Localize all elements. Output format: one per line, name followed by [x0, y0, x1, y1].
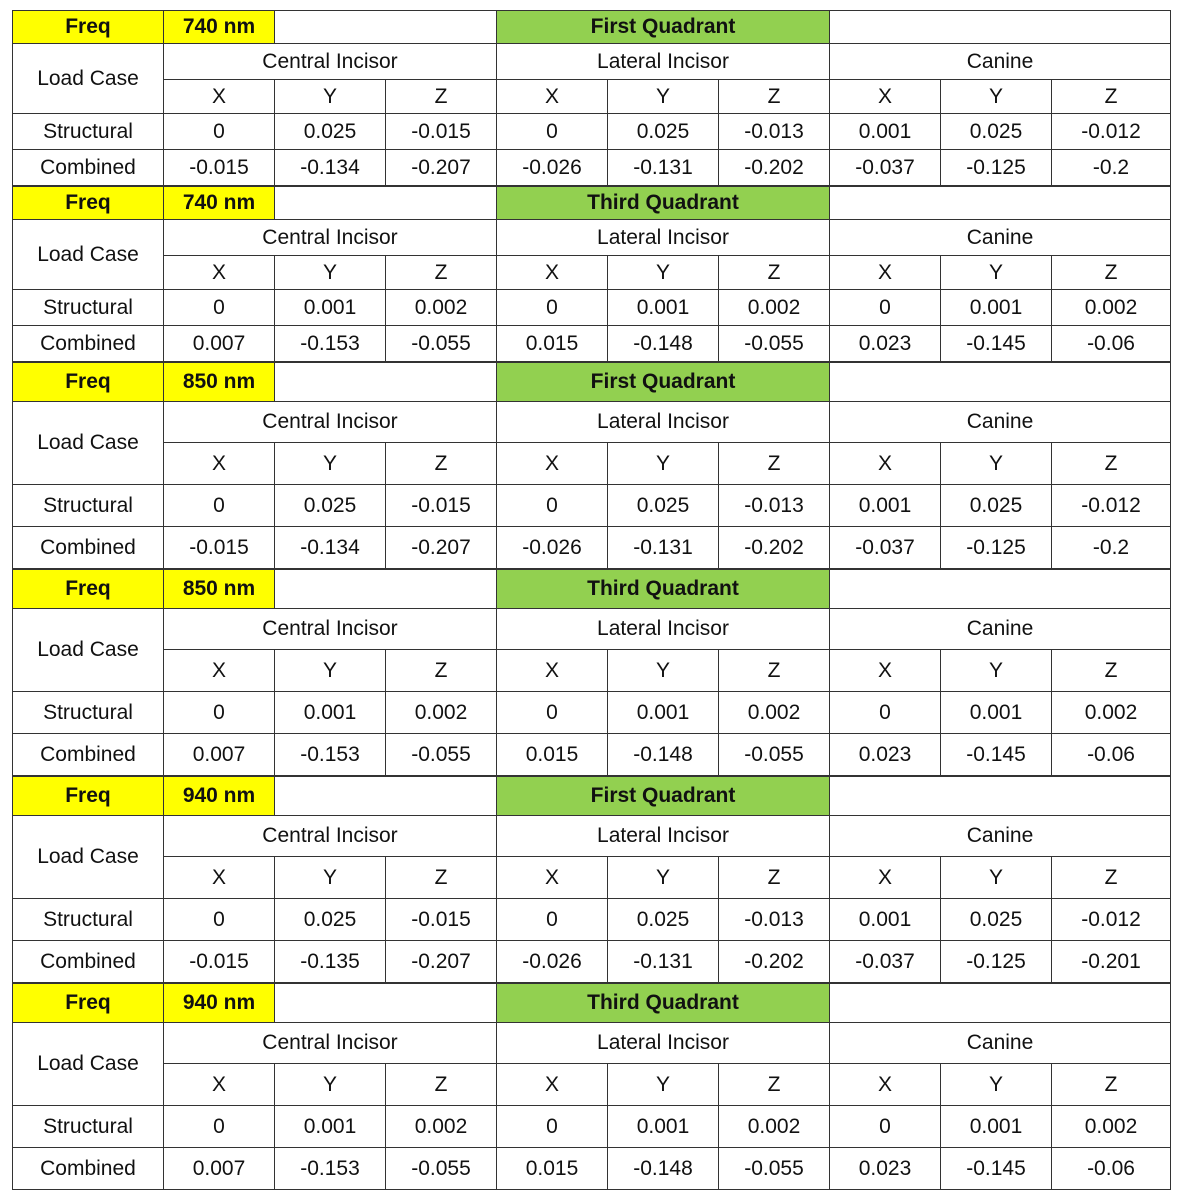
value-cell: 0.015 [497, 1148, 608, 1190]
tooth-group-header: Canine [830, 402, 1171, 443]
row-label: Combined [13, 326, 164, 362]
value-cell: -0.015 [386, 485, 497, 527]
axis-header: Y [275, 256, 386, 290]
tooth-group-header: Central Incisor [164, 402, 497, 443]
value-cell: -0.013 [719, 899, 830, 941]
row-label: Combined [13, 527, 164, 569]
value-cell: 0 [497, 114, 608, 150]
value-cell: 0 [497, 692, 608, 734]
tooth-group-header: Lateral Incisor [497, 220, 830, 256]
value-cell: 0.025 [275, 485, 386, 527]
axis-header: X [497, 443, 608, 485]
load-case-header: Load Case [13, 1023, 164, 1106]
axis-header: Y [275, 80, 386, 114]
quadrant-title: Third Quadrant [497, 570, 830, 609]
row-label: Structural [13, 485, 164, 527]
value-cell: -0.135 [275, 941, 386, 983]
value-cell: 0.001 [830, 114, 941, 150]
value-cell: 0.002 [1052, 1106, 1171, 1148]
value-cell: 0.001 [275, 290, 386, 326]
row-label: Combined [13, 941, 164, 983]
axis-header: Z [719, 80, 830, 114]
value-cell: 0 [497, 485, 608, 527]
axis-header: Y [608, 80, 719, 114]
quadrant-title: Third Quadrant [497, 984, 830, 1023]
row-label: Structural [13, 692, 164, 734]
axis-header: Y [941, 256, 1052, 290]
value-cell: 0.007 [164, 326, 275, 362]
value-cell: -0.125 [941, 527, 1052, 569]
axis-header: X [497, 256, 608, 290]
value-cell: -0.145 [941, 326, 1052, 362]
tooth-group-header: Lateral Incisor [497, 1023, 830, 1064]
value-cell: -0.015 [164, 527, 275, 569]
table-row [13, 899, 1171, 941]
value-cell: 0.002 [1052, 290, 1171, 326]
wavelength-value: 740 nm [164, 11, 275, 44]
quadrant-title: Third Quadrant [497, 187, 830, 220]
value-cell: -0.037 [830, 941, 941, 983]
header-spacer [275, 363, 497, 402]
value-cell: 0 [830, 692, 941, 734]
value-cell: -0.06 [1052, 734, 1171, 776]
value-cell: 0.025 [608, 899, 719, 941]
value-cell: -0.037 [830, 527, 941, 569]
axis-header: Z [719, 650, 830, 692]
axis-header: Y [608, 650, 719, 692]
axis-header: Z [1052, 650, 1171, 692]
value-cell: -0.055 [719, 1148, 830, 1190]
load-case-header: Load Case [13, 609, 164, 692]
value-cell: 0.001 [941, 290, 1052, 326]
value-cell: -0.207 [386, 941, 497, 983]
load-case-header: Load Case [13, 402, 164, 485]
row-label: Combined [13, 150, 164, 186]
header-spacer [275, 984, 497, 1023]
tooth-group-header: Canine [830, 220, 1171, 256]
value-cell: 0.001 [941, 1106, 1052, 1148]
table-row [13, 114, 1171, 150]
value-cell: 0 [830, 290, 941, 326]
table-row [13, 326, 1171, 362]
table-row [13, 485, 1171, 527]
value-cell: 0 [164, 899, 275, 941]
value-cell: 0.023 [830, 734, 941, 776]
value-cell: 0.025 [275, 899, 386, 941]
value-cell: 0.015 [497, 326, 608, 362]
axis-header: Z [386, 1064, 497, 1106]
row-label: Combined [13, 734, 164, 776]
value-cell: -0.125 [941, 150, 1052, 186]
axis-header: X [497, 857, 608, 899]
value-cell: 0.025 [608, 485, 719, 527]
tooth-group-header: Central Incisor [164, 44, 497, 80]
axis-header: Y [608, 857, 719, 899]
axis-header: X [497, 1064, 608, 1106]
value-cell: -0.125 [941, 941, 1052, 983]
header-spacer [275, 11, 497, 44]
value-cell: 0.001 [830, 899, 941, 941]
axis-header: Y [608, 1064, 719, 1106]
axis-header: Y [275, 650, 386, 692]
header-spacer [830, 363, 1171, 402]
tooth-group-header: Central Incisor [164, 816, 497, 857]
freq-label: Freq [13, 363, 164, 402]
value-cell: -0.037 [830, 150, 941, 186]
axis-header: Z [386, 80, 497, 114]
tooth-group-header: Lateral Incisor [497, 609, 830, 650]
results-tables [12, 10, 1170, 1190]
wavelength-value: 940 nm [164, 777, 275, 816]
row-label: Structural [13, 1106, 164, 1148]
value-cell: 0 [164, 290, 275, 326]
value-cell: 0.001 [830, 485, 941, 527]
value-cell: -0.015 [164, 941, 275, 983]
freq-label: Freq [13, 187, 164, 220]
value-cell: -0.153 [275, 734, 386, 776]
axis-header: Y [275, 443, 386, 485]
result-table-block [12, 983, 1171, 1190]
value-cell: -0.148 [608, 326, 719, 362]
value-cell: 0 [164, 114, 275, 150]
wavelength-value: 850 nm [164, 570, 275, 609]
value-cell: -0.134 [275, 150, 386, 186]
axis-header: Z [386, 256, 497, 290]
axis-header: X [164, 80, 275, 114]
axis-header: Y [275, 857, 386, 899]
value-cell: 0 [164, 692, 275, 734]
value-cell: -0.012 [1052, 899, 1171, 941]
axis-header: X [830, 1064, 941, 1106]
value-cell: -0.153 [275, 326, 386, 362]
axis-header: X [164, 443, 275, 485]
freq-label: Freq [13, 11, 164, 44]
tooth-group-header: Lateral Incisor [497, 44, 830, 80]
row-label: Structural [13, 290, 164, 326]
row-label: Structural [13, 114, 164, 150]
value-cell: 0.023 [830, 326, 941, 362]
axis-header: Y [941, 1064, 1052, 1106]
value-cell: 0.002 [719, 1106, 830, 1148]
value-cell: -0.012 [1052, 114, 1171, 150]
value-cell: -0.131 [608, 150, 719, 186]
value-cell: 0.025 [608, 114, 719, 150]
tooth-group-header: Central Incisor [164, 609, 497, 650]
value-cell: -0.207 [386, 150, 497, 186]
value-cell: -0.201 [1052, 941, 1171, 983]
header-spacer [275, 777, 497, 816]
table-row [13, 1148, 1171, 1190]
value-cell: -0.202 [719, 941, 830, 983]
table-row [13, 1106, 1171, 1148]
result-table-block [12, 186, 1171, 362]
value-cell: -0.055 [719, 326, 830, 362]
tooth-group-header: Central Incisor [164, 220, 497, 256]
tooth-group-header: Lateral Incisor [497, 402, 830, 443]
header-spacer [830, 187, 1171, 220]
value-cell: 0.007 [164, 1148, 275, 1190]
value-cell: -0.131 [608, 527, 719, 569]
axis-header: Z [386, 650, 497, 692]
table-row [13, 692, 1171, 734]
axis-header: X [164, 857, 275, 899]
value-cell: -0.148 [608, 734, 719, 776]
value-cell: -0.055 [719, 734, 830, 776]
tooth-group-header: Central Incisor [164, 1023, 497, 1064]
value-cell: -0.013 [719, 114, 830, 150]
value-cell: -0.012 [1052, 485, 1171, 527]
axis-header: Z [386, 857, 497, 899]
value-cell: -0.134 [275, 527, 386, 569]
value-cell: 0 [497, 290, 608, 326]
value-cell: -0.153 [275, 1148, 386, 1190]
axis-header: X [830, 443, 941, 485]
table-row [13, 527, 1171, 569]
value-cell: -0.2 [1052, 527, 1171, 569]
axis-header: Z [719, 1064, 830, 1106]
axis-header: Y [941, 80, 1052, 114]
value-cell: -0.055 [386, 734, 497, 776]
value-cell: -0.026 [497, 527, 608, 569]
axis-header: X [497, 650, 608, 692]
value-cell: 0.002 [719, 290, 830, 326]
tooth-group-header: Canine [830, 609, 1171, 650]
result-table-block [12, 10, 1171, 186]
axis-header: Y [941, 650, 1052, 692]
tooth-group-header: Lateral Incisor [497, 816, 830, 857]
value-cell: -0.055 [386, 1148, 497, 1190]
row-label: Combined [13, 1148, 164, 1190]
quadrant-title: First Quadrant [497, 777, 830, 816]
value-cell: -0.06 [1052, 326, 1171, 362]
axis-header: Y [608, 443, 719, 485]
axis-header: Z [1052, 1064, 1171, 1106]
axis-header: Y [608, 256, 719, 290]
axis-header: X [164, 1064, 275, 1106]
wavelength-value: 940 nm [164, 984, 275, 1023]
row-label: Structural [13, 899, 164, 941]
value-cell: 0 [164, 1106, 275, 1148]
value-cell: -0.015 [386, 114, 497, 150]
value-cell: -0.207 [386, 527, 497, 569]
wavelength-value: 740 nm [164, 187, 275, 220]
value-cell: -0.131 [608, 941, 719, 983]
load-case-header: Load Case [13, 44, 164, 114]
value-cell: 0.001 [275, 692, 386, 734]
axis-header: Z [1052, 256, 1171, 290]
axis-header: X [164, 256, 275, 290]
axis-header: Y [941, 443, 1052, 485]
value-cell: -0.026 [497, 150, 608, 186]
value-cell: -0.015 [386, 899, 497, 941]
table-row [13, 150, 1171, 186]
value-cell: -0.202 [719, 150, 830, 186]
axis-header: X [497, 80, 608, 114]
value-cell: 0.007 [164, 734, 275, 776]
value-cell: 0.001 [941, 692, 1052, 734]
value-cell: -0.145 [941, 734, 1052, 776]
header-spacer [830, 570, 1171, 609]
value-cell: -0.055 [386, 326, 497, 362]
table-row [13, 941, 1171, 983]
freq-label: Freq [13, 777, 164, 816]
axis-header: Z [719, 256, 830, 290]
tooth-group-header: Canine [830, 44, 1171, 80]
value-cell: 0.015 [497, 734, 608, 776]
header-spacer [275, 187, 497, 220]
axis-header: Z [1052, 857, 1171, 899]
load-case-header: Load Case [13, 816, 164, 899]
value-cell: 0.025 [941, 485, 1052, 527]
value-cell: -0.013 [719, 485, 830, 527]
value-cell: 0.002 [386, 1106, 497, 1148]
value-cell: 0.023 [830, 1148, 941, 1190]
value-cell: -0.148 [608, 1148, 719, 1190]
axis-header: Z [386, 443, 497, 485]
result-table-block [12, 362, 1171, 569]
value-cell: 0.001 [608, 290, 719, 326]
axis-header: X [830, 80, 941, 114]
value-cell: 0 [164, 485, 275, 527]
value-cell: 0.025 [941, 114, 1052, 150]
value-cell: 0.025 [275, 114, 386, 150]
load-case-header: Load Case [13, 220, 164, 290]
value-cell: 0.001 [608, 1106, 719, 1148]
freq-label: Freq [13, 570, 164, 609]
value-cell: 0 [497, 899, 608, 941]
table-row [13, 290, 1171, 326]
axis-header: Z [719, 443, 830, 485]
value-cell: 0.002 [719, 692, 830, 734]
value-cell: -0.2 [1052, 150, 1171, 186]
axis-header: X [164, 650, 275, 692]
value-cell: 0.001 [608, 692, 719, 734]
tooth-group-header: Canine [830, 816, 1171, 857]
value-cell: 0.001 [275, 1106, 386, 1148]
wavelength-value: 850 nm [164, 363, 275, 402]
axis-header: Z [1052, 443, 1171, 485]
axis-header: Z [1052, 80, 1171, 114]
table-row [13, 734, 1171, 776]
value-cell: 0.025 [941, 899, 1052, 941]
value-cell: 0.002 [386, 692, 497, 734]
axis-header: X [830, 650, 941, 692]
value-cell: 0 [497, 1106, 608, 1148]
header-spacer [275, 570, 497, 609]
quadrant-title: First Quadrant [497, 363, 830, 402]
value-cell: 0.002 [386, 290, 497, 326]
header-spacer [830, 984, 1171, 1023]
value-cell: 0 [830, 1106, 941, 1148]
axis-header: Y [275, 1064, 386, 1106]
axis-header: Z [719, 857, 830, 899]
quadrant-title: First Quadrant [497, 11, 830, 44]
tooth-group-header: Canine [830, 1023, 1171, 1064]
header-spacer [830, 777, 1171, 816]
axis-header: X [830, 857, 941, 899]
value-cell: -0.145 [941, 1148, 1052, 1190]
result-table-block [12, 569, 1171, 776]
value-cell: -0.026 [497, 941, 608, 983]
header-spacer [830, 11, 1171, 44]
result-table-block [12, 776, 1171, 983]
axis-header: X [830, 256, 941, 290]
axis-header: Y [941, 857, 1052, 899]
value-cell: -0.015 [164, 150, 275, 186]
value-cell: -0.202 [719, 527, 830, 569]
value-cell: -0.06 [1052, 1148, 1171, 1190]
value-cell: 0.002 [1052, 692, 1171, 734]
freq-label: Freq [13, 984, 164, 1023]
